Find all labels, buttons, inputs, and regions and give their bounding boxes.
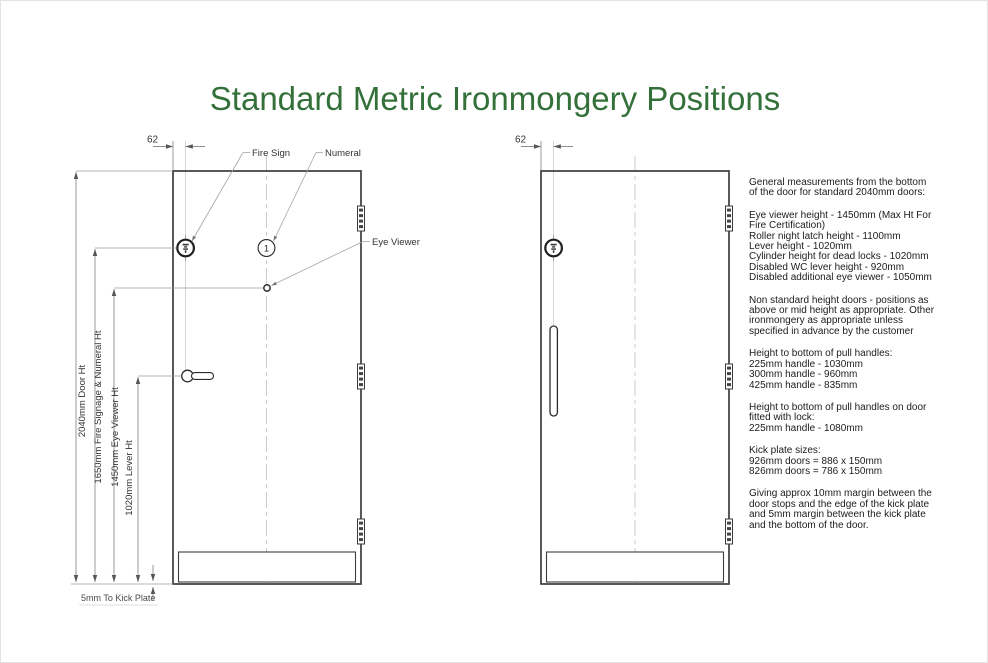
dim-label-fire-signage-height: 1650mm Fire Signage & Numeral Ht — [93, 330, 104, 484]
eye-viewer-label: Eye Viewer — [372, 237, 420, 248]
note-line: 300mm handle - 960mm — [749, 369, 858, 381]
note-pull-handles — [749, 349, 979, 391]
note-general — [749, 178, 979, 199]
note-non-standard — [749, 296, 979, 338]
left-leader-lines — [192, 153, 370, 286]
note-line: 826mm doors = 786 x 150mm — [749, 465, 883, 477]
note-line: ironmongery as appropriate unless — [749, 315, 903, 327]
note-kick-plate-sizes — [749, 446, 979, 477]
dim-label-door-height: 2040mm Door Ht — [77, 364, 88, 438]
note-measurements — [749, 211, 979, 284]
right-top-dimension — [521, 141, 573, 170]
note-line: 425mm handle - 835mm — [749, 379, 858, 391]
note-line: Height to bottom of pull handles on door — [749, 401, 927, 413]
right-hinge-bottom — [726, 519, 733, 544]
left-door-drawing — [71, 135, 420, 606]
note-line: 225mm handle - 1030mm — [749, 358, 863, 370]
left-hinge-bottom — [358, 519, 365, 544]
note-line: Cylinder height for dead locks - 1020mm — [749, 251, 929, 263]
note-line: of the door for standard 2040mm doors: — [749, 187, 926, 199]
left-hinge-middle — [358, 364, 365, 389]
note-line: and 5mm margin between the kick plate — [749, 509, 926, 521]
note-line: Giving approx 10mm margin between the — [749, 488, 932, 500]
left-kick-plate — [179, 552, 356, 582]
dim-label-eye-viewer-height: 1450mm Eye Viewer Ht — [110, 387, 121, 487]
note-line: General measurements from the bottom — [749, 177, 927, 188]
fire-sign-label: Fire Sign — [252, 148, 291, 159]
numeral-label: Numeral — [325, 148, 361, 159]
note-line: Lever height - 1020mm — [749, 241, 852, 253]
right-hinge-middle — [726, 364, 733, 389]
eye-viewer-icon — [264, 285, 270, 291]
fire-sign-icon-right — [545, 235, 562, 261]
note-margins — [749, 489, 979, 531]
pull-handle-icon — [550, 326, 557, 416]
right-hinge-top — [726, 206, 733, 231]
left-hinge-top — [358, 206, 365, 231]
left-width-dim-value: 62 — [146, 134, 159, 146]
numeral-digit: 1 — [263, 243, 270, 254]
note-line: Roller night latch height - 1100mm — [749, 230, 901, 242]
note-line: above or mid height as appropriate. Other — [749, 305, 935, 317]
note-line: specified in advance by the customer — [749, 325, 914, 337]
note-line: Non standard height doors - positions as — [749, 294, 929, 306]
dim-label-lever-height: 1020mm Lever Ht — [124, 440, 135, 516]
numeral-icon — [258, 240, 275, 257]
kick-plate-dim-label: 5mm To Kick Plate — [81, 593, 156, 603]
right-width-dim-value: 62 — [514, 134, 527, 146]
note-line: Eye viewer height - 1450mm (Max Ht For — [749, 209, 932, 221]
note-line: Fire Certification) — [749, 220, 826, 232]
note-line: Height to bottom of pull handles: — [749, 348, 893, 360]
note-line: Kick plate sizes: — [749, 445, 821, 457]
right-door-drawing — [515, 135, 733, 585]
right-kick-plate — [547, 552, 724, 582]
note-line: 926mm doors = 886 x 150mm — [749, 455, 883, 467]
note-line: Disabled additional eye viewer - 1050mm — [749, 272, 932, 284]
note-line: door stops and the edge of the kick plate — [749, 498, 930, 510]
fire-sign-icon — [177, 235, 194, 261]
lever-handle-icon — [182, 370, 214, 382]
note-pull-handles-lock — [749, 403, 979, 434]
note-line: Disabled WC lever height - 920mm — [749, 261, 905, 273]
page-title: Standard Metric Ironmongery Positions — [209, 80, 781, 117]
notes-column — [749, 178, 979, 543]
left-top-dimension — [153, 141, 205, 170]
note-line: 225mm handle - 1080mm — [749, 422, 863, 434]
note-line: fitted with lock: — [749, 412, 815, 424]
note-line: and the bottom of the door. — [749, 519, 869, 531]
